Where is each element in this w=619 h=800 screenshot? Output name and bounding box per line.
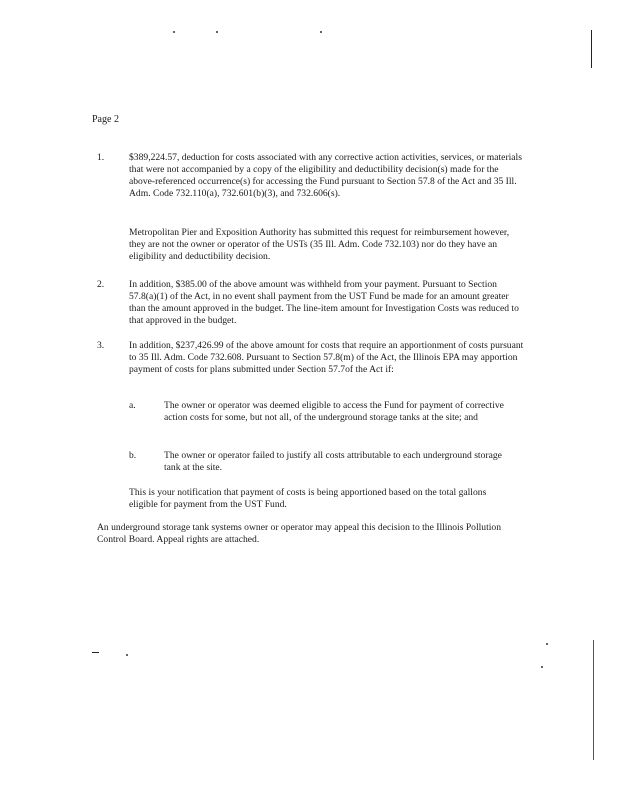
scan-dot <box>320 31 322 33</box>
item-text: $389,224.57, deduction for costs associated with any corrective action activities, services, or materials that were not accompanied by a copy of the eligibility and deductibility decision(s) made for the above-referenced occurrence(s) for accessing the Fund pursuant to Section 57.8 of the Act and 35 Ill. Adm. Code 732.110(a), 732.601(b)(3), and 732.606(s). <box>129 152 522 200</box>
item-note: This is your notification that payment of costs is being apportioned based on the total gallons eligible for payment from the UST Fund. <box>129 487 487 511</box>
subitem-letter: b. <box>129 450 137 461</box>
scan-dot <box>126 654 128 656</box>
item-number: 1. <box>97 152 105 163</box>
subitem-letter: a. <box>129 400 136 411</box>
item-number: 2. <box>97 279 105 290</box>
page-number-label: Page 2 <box>92 114 119 125</box>
scan-dot <box>541 666 543 668</box>
subitem-text: The owner or operator was deemed eligible to access the Fund for payment of corrective action costs for some, but not all, of the underground storage tanks at the site; and <box>164 400 504 424</box>
scan-dot <box>173 31 175 33</box>
scan-dot <box>216 31 218 33</box>
item-text: In addition, $237,426.99 of the above amount for costs that require an apportionment of costs pursuant to 35 Ill. Adm. Code 732.608. Pursuant to Section 57.8(m) of the Act, the Illinois EPA may apportion payment of costs for plans submitted under Section 57.7of the Act if: <box>129 340 524 376</box>
subitem-text: The owner or operator failed to justify all costs attributable to each underground storage tank at the site. <box>164 450 502 474</box>
scan-dot <box>546 643 548 645</box>
closing-paragraph: An underground storage tank systems owner or operator may appeal this decision to the Illinois Pollution Control Board. Appeal rights are attached. <box>97 522 502 546</box>
item-number: 3. <box>97 340 105 351</box>
item-note: Metropolitan Pier and Exposition Authority has submitted this request for reimbursement however, they are not the owner or operator of the USTs (35 Ill. Adm. Code 732.103) nor do they have an eligibility and deductibility decision. <box>129 227 510 263</box>
scan-edge-line-right-lower <box>593 640 594 760</box>
item-text: In addition, $385.00 of the above amount was withheld from your payment. Pursuant to Section 57.8(a)(1) of the Act, in no event shall payment from the UST Fund be made for an amount greater than the amount approved in the budget. The line-item amount for Investigation Costs was reduced to that approved in the budget. <box>129 279 519 327</box>
scan-edge-line-right <box>591 30 592 68</box>
scan-mark-left <box>92 652 99 653</box>
